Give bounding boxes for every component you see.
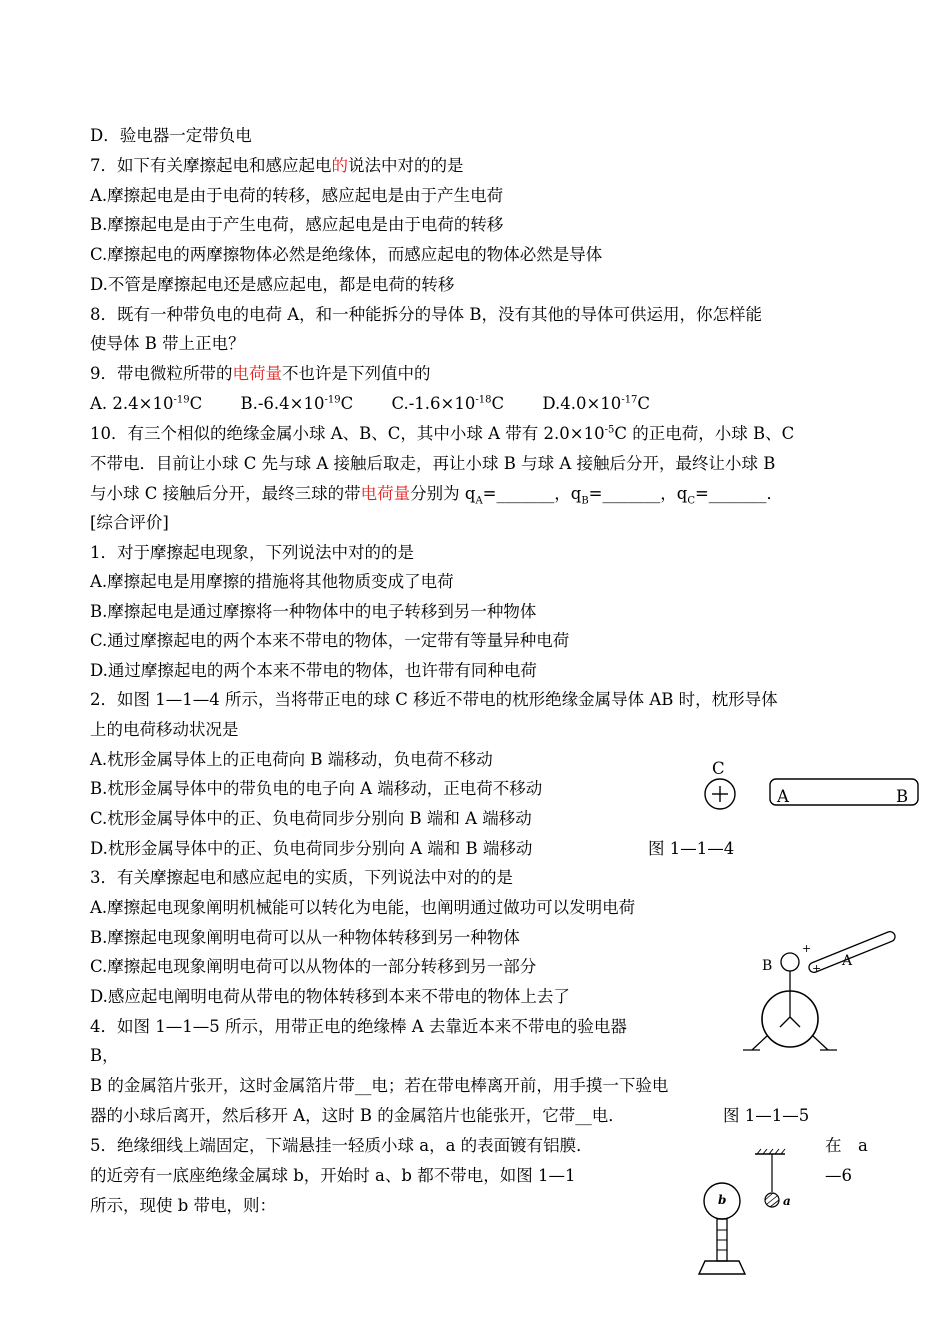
label-a-rod: A (842, 953, 853, 969)
q10-text: 10．有三个相似的绝缘金属小球 A、B、C，其中小球 A 带有 2.0×10 (90, 424, 605, 443)
q9-exp-b: -19 (324, 394, 341, 406)
s3-option-b: B.摩擦起电现象阐明电荷可以从一种物体转移到另一种物体 (90, 928, 520, 947)
figure-1-1-6-drawing (695, 1148, 815, 1278)
q9-option-b: C B.-6.4×10 (189, 394, 325, 413)
label-a-ball: a (783, 1194, 791, 1208)
option-d-prev: D．验电器一定带负电 (90, 126, 252, 145)
q9-unit: C (637, 394, 651, 413)
s1-option-d: D.通过摩擦起电的两个本来不带电的物体，也许带有同种电荷 (90, 661, 537, 680)
q9-text: 9．带电微粒所带的 (90, 364, 233, 383)
leg-left (752, 1036, 767, 1050)
q7-option-b: B.摩擦起电是由于产生电荷，感应起电是由于电荷的转移 (90, 215, 504, 234)
s1-option-b: B.摩擦起电是通过摩擦将一种物体中的电子转移到另一种物体 (90, 602, 537, 621)
q9-option-d: C D.4.0×10 (491, 394, 622, 413)
q9-exp-d: -17 (621, 394, 638, 406)
s2-option-d: D.枕形金属导体中的正、负电荷同步分别向 A 端和 B 端移动 (90, 839, 533, 858)
s-question-4-line4: 器的小球后离开，然后移开 A，这时 B 的金属箔片也能张开，它带__电． (90, 1106, 625, 1125)
s2-option-a: A.枕形金属导体上的正电荷向 B 端移动，负电荷不移动 (90, 750, 493, 769)
s3-option-d: D.感应起电阐明电荷从带电的物体转移到本来不带电的物体上去了 (90, 987, 570, 1006)
figure-1-1-5-caption: 图 1—1—5 (723, 1106, 810, 1125)
question-8-line2: 使导体 B 带上正电？ (90, 334, 245, 353)
label-c: C (712, 759, 725, 778)
plus-near-rod: + (802, 942, 812, 955)
q7-highlight: 的 (331, 156, 348, 175)
s1-option-a: A.摩擦起电是用摩擦的措施将其他物质变成了电荷 (90, 572, 454, 591)
s-question-5-line1-right: 在 a (825, 1136, 868, 1155)
question-8-line1: 8．既有一种带负电的电荷 A，和一种能拆分的导体 B，没有其他的导体可供运用，你怎样能 (90, 305, 763, 324)
s2-option-c: C.枕形金属导体中的正、负电荷同步分别向 B 端和 A 端移动 (90, 809, 532, 828)
q10-sub-c: C (687, 495, 695, 507)
q9-option-c: C C.-1.6×10 (340, 394, 476, 413)
q10-sub-a: A (475, 495, 483, 507)
label-a: A (777, 787, 789, 806)
s-question-5-line3: 所示，现使 b 带电，则： (90, 1196, 277, 1215)
q10-blank-b: =_______，q (588, 484, 688, 503)
electroscope-ball (781, 953, 799, 971)
s-question-4-line2: B， (90, 1046, 119, 1065)
q9-exp-c: -18 (475, 394, 492, 406)
q9-option-a: A. 2.4×10 (90, 394, 174, 413)
q10-exp: -5 (604, 424, 615, 436)
figure-1-1-4 (700, 758, 925, 828)
figure-1-1-6 (695, 1148, 815, 1278)
q7-text-end: 说法中对的的是 (348, 156, 464, 175)
s3-option-a: A.摩擦起电现象阐明机械能可以转化为电能，也阐明通过做功可以发明电荷 (90, 898, 636, 917)
figure-1-1-5 (740, 922, 900, 1057)
foil-leaf-left (780, 1017, 790, 1027)
foil-leaf-right (790, 1017, 800, 1027)
q7-option-c: C.摩擦起电的两摩擦物体必然是绝缘体，而感应起电的物体必然是导体 (90, 245, 603, 264)
s-question-5-line1: 5．绝缘细线上端固定，下端悬挂一轻质小球 a，a 的表面镀有铝膜． (90, 1136, 593, 1155)
label-b-electroscope: B (762, 958, 773, 974)
s-question-4-line1: 4．如图 1—1—5 所示，用带正电的绝缘棒 A 去靠近本来不带电的验电器 (90, 1017, 627, 1036)
stand-base (699, 1261, 745, 1274)
question-7 (90, 155, 464, 177)
s-question-2-line2: 上的电荷移动状况是 (90, 720, 239, 739)
s3-option-c: C.摩擦起电现象阐明电荷可以从物体的一部分转移到另一部分 (90, 957, 537, 976)
figure-1-1-4-drawing (700, 758, 925, 828)
s-question-4-line3: B 的金属箔片张开，这时金属箔片带__电；若在带电棒离开前，用手摸一下验电 (90, 1076, 669, 1095)
s1-option-c: C.通过摩擦起电的两个本来不带电的物体，一定带有等量异种电荷 (90, 631, 570, 650)
label-b-sphere: b (718, 1193, 727, 1207)
q10-mid: 分别为 q (410, 484, 476, 503)
s-question-2-line1: 2．如图 1—1—4 所示，当将带正电的球 C 移近不带电的枕形绝缘金属导体 AB 时，枕形导体 (90, 690, 778, 709)
q7-option-d: D.不管是摩擦起电还是感应起电，都是电荷的转移 (90, 275, 455, 294)
q10-blank-a: =_______，q (482, 484, 582, 503)
s-question-1: 1．对于摩擦起电现象，下列说法中对的的是 (90, 543, 414, 562)
question-9 (90, 363, 431, 385)
figure-1-1-5-drawing (740, 922, 900, 1057)
s-question-5-line2-right: —6 (825, 1166, 852, 1185)
q7-text: 7．如下有关摩擦起电和感应起电 (90, 156, 332, 175)
question-10-line3 (90, 483, 783, 505)
q9-options (90, 393, 650, 415)
leg-right (813, 1036, 828, 1050)
q10-text-end: C 的正电荷，小球 B、C (614, 424, 795, 443)
question-10-line1 (90, 423, 794, 445)
s2-option-b: B.枕形金属导体中的带负电的电子向 A 端移动，正电荷不移动 (90, 779, 543, 798)
q10-text3: 与小球 C 接触后分开，最终三球的带 (90, 484, 361, 503)
q10-highlight: 电荷量 (360, 484, 411, 503)
q9-exp-a: -19 (173, 394, 190, 406)
s-question-5-line2: 的近旁有一底座绝缘金属球 b，开始时 a、b 都不带电，如图 1—1 (90, 1166, 576, 1185)
figure-1-1-4-caption: 图 1—1—4 (648, 839, 735, 858)
q9-highlight: 电荷量 (232, 364, 282, 383)
q10-blank-c: =_______． (694, 484, 784, 503)
question-10-line2: 不带电．目前让小球 C 先与球 A 接触后取走，再让小球 B 与球 A 接触后分开，最终让小球 B (90, 454, 776, 473)
q9-text-end: 不也许是下列值中的 (282, 364, 431, 383)
section-heading: [综合评价] (90, 513, 169, 532)
q7-option-a: A.摩擦起电是由于电荷的转移，感应起电是由于产生电荷 (90, 186, 504, 205)
q10-sub-b: B (581, 495, 589, 507)
s-question-3: 3．有关摩擦起电和感应起电的实质，下列说法中对的的是 (90, 868, 513, 887)
label-b: B (896, 787, 909, 806)
plus-near-ball: + (812, 962, 822, 975)
